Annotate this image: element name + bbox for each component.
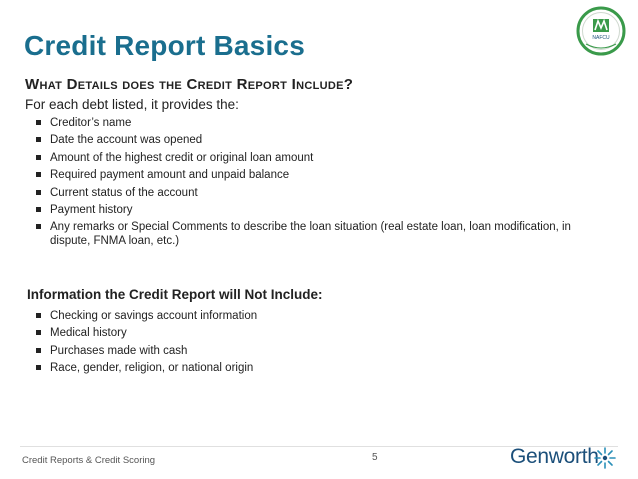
list-item: Amount of the highest credit or original loan amount bbox=[34, 151, 614, 165]
list-item: Creditor’s name bbox=[34, 116, 614, 130]
brand-logo-text: Genworth bbox=[510, 445, 599, 468]
list-item: Purchases made with cash bbox=[34, 344, 594, 358]
excludes-list bbox=[34, 309, 594, 379]
nafcu-badge-icon bbox=[576, 6, 626, 56]
list-item: Medical history bbox=[34, 326, 594, 340]
page-number: 5 bbox=[372, 452, 378, 463]
footer-text: Credit Reports & Credit Scoring bbox=[22, 455, 156, 466]
list-item: Required payment amount and unpaid balance bbox=[34, 168, 614, 182]
slide-title: Credit Report Basics bbox=[24, 30, 305, 61]
includes-list bbox=[34, 116, 614, 252]
list-item: Current status of the account bbox=[34, 186, 614, 200]
section-heading-excludes: Information the Credit Report will Not Include: bbox=[27, 287, 323, 302]
badge-label: NAFCU bbox=[592, 35, 610, 41]
genworth-logo-icon bbox=[593, 446, 617, 475]
list-item: Race, gender, religion, or national origin bbox=[34, 361, 594, 375]
list-item: Date the account was opened bbox=[34, 133, 614, 147]
list-item: Payment history bbox=[34, 203, 614, 217]
list-item: Any remarks or Special Comments to describe the loan situation (real estate loan, loan modification, in dispute, FNMA loan, etc.) bbox=[34, 220, 614, 248]
intro-text: For each debt listed, it provides the: bbox=[25, 97, 239, 112]
section-heading-includes: What Details does the Credit Report Include? bbox=[25, 76, 354, 93]
list-item: Checking or savings account information bbox=[34, 309, 594, 323]
partner-badge bbox=[576, 6, 626, 61]
